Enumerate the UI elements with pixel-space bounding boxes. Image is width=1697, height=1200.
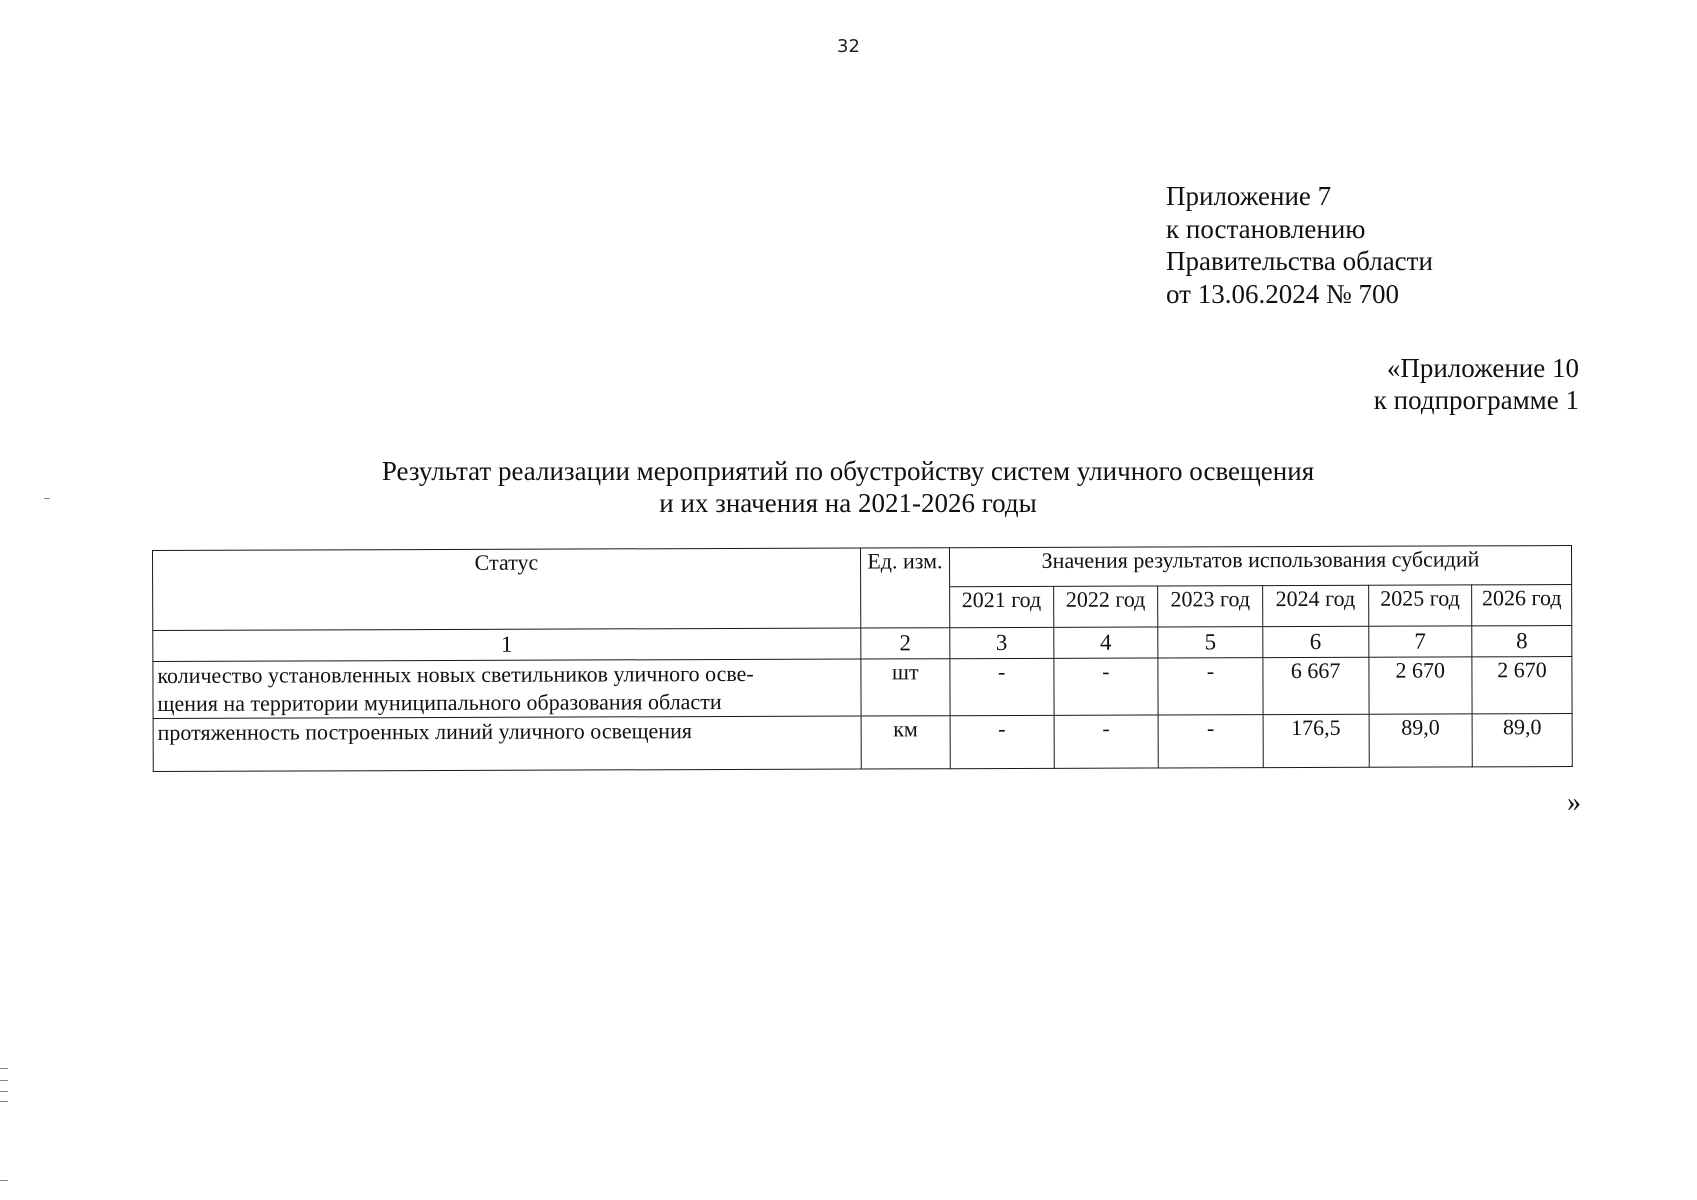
approval-line: к постановлению: [1166, 213, 1366, 244]
margin-tick: [0, 1101, 8, 1102]
header-year: 2025 год: [1368, 585, 1472, 626]
status-line: количество установленных новых светильников уличного осве-: [157, 660, 754, 688]
table-row: [153, 657, 1572, 719]
value-cell: 89,0: [1369, 714, 1473, 767]
header-year: 2026 год: [1472, 585, 1572, 626]
approval-line: Правительства области: [1166, 246, 1433, 276]
title-line: и их значения на 2021-2026 годы: [659, 488, 1037, 518]
unit-cell: км: [861, 716, 950, 769]
value-cell: 2 670: [1368, 657, 1472, 714]
margin-tick: [0, 1080, 8, 1081]
value-cell: 6 667: [1263, 657, 1369, 714]
document-title: [150, 455, 1546, 519]
page-number: 32: [837, 36, 860, 57]
closing-quote: »: [1567, 787, 1581, 818]
margin-tick: [0, 1091, 8, 1092]
approval-line: от 13.06.2024 № 700: [1166, 278, 1399, 309]
results-table: [152, 545, 1573, 772]
header-year: 2024 год: [1263, 585, 1369, 626]
column-number: 1: [153, 628, 861, 661]
column-number: 7: [1368, 626, 1472, 657]
value-cell: 2 670: [1472, 657, 1572, 714]
header-year: 2021 год: [950, 586, 1054, 627]
status-cell: протяженность построенных линий уличного освещения: [153, 716, 861, 771]
header-year: 2023 год: [1158, 586, 1263, 627]
value-cell: -: [950, 715, 1054, 768]
table-row: [153, 714, 1572, 772]
column-number: 8: [1472, 626, 1572, 657]
value-cell: 176,5: [1263, 714, 1369, 767]
status-line: щения на территории муниципального образования области: [157, 689, 722, 716]
column-number: 5: [1158, 627, 1263, 658]
margin-tick: [44, 498, 50, 499]
margin-tick: [0, 1068, 8, 1069]
value-cell: -: [1054, 715, 1159, 768]
status-cell: [153, 659, 861, 718]
approval-line: Приложение 7: [1166, 181, 1332, 211]
title-line: Результат реализации мероприятий по обустройству систем уличного освещения: [381, 456, 1315, 486]
value-cell: -: [1158, 715, 1263, 768]
column-number: 4: [1053, 627, 1158, 658]
value-cell: 89,0: [1472, 714, 1572, 767]
approval-block: [1166, 180, 1433, 310]
column-numbers-row: [153, 626, 1572, 662]
header-unit: Ед. изм.: [860, 548, 949, 628]
value-cell: -: [1053, 658, 1158, 715]
column-number: 3: [950, 627, 1054, 658]
value-cell: -: [1158, 658, 1263, 715]
header-values-group: Значения результатов использования субсидий: [949, 546, 1571, 587]
unit-cell: шт: [861, 659, 950, 716]
header-status: Статус: [153, 548, 861, 630]
annex-line: «Приложение 10: [1386, 353, 1579, 383]
value-cell: -: [950, 658, 1054, 715]
header-year: 2022 год: [1053, 586, 1158, 627]
column-number: 2: [861, 628, 950, 659]
margin-tick: [0, 1180, 8, 1181]
annex-reference: [1374, 352, 1579, 416]
column-number: 6: [1263, 626, 1369, 657]
annex-line: к подпрограмме 1: [1373, 385, 1579, 415]
